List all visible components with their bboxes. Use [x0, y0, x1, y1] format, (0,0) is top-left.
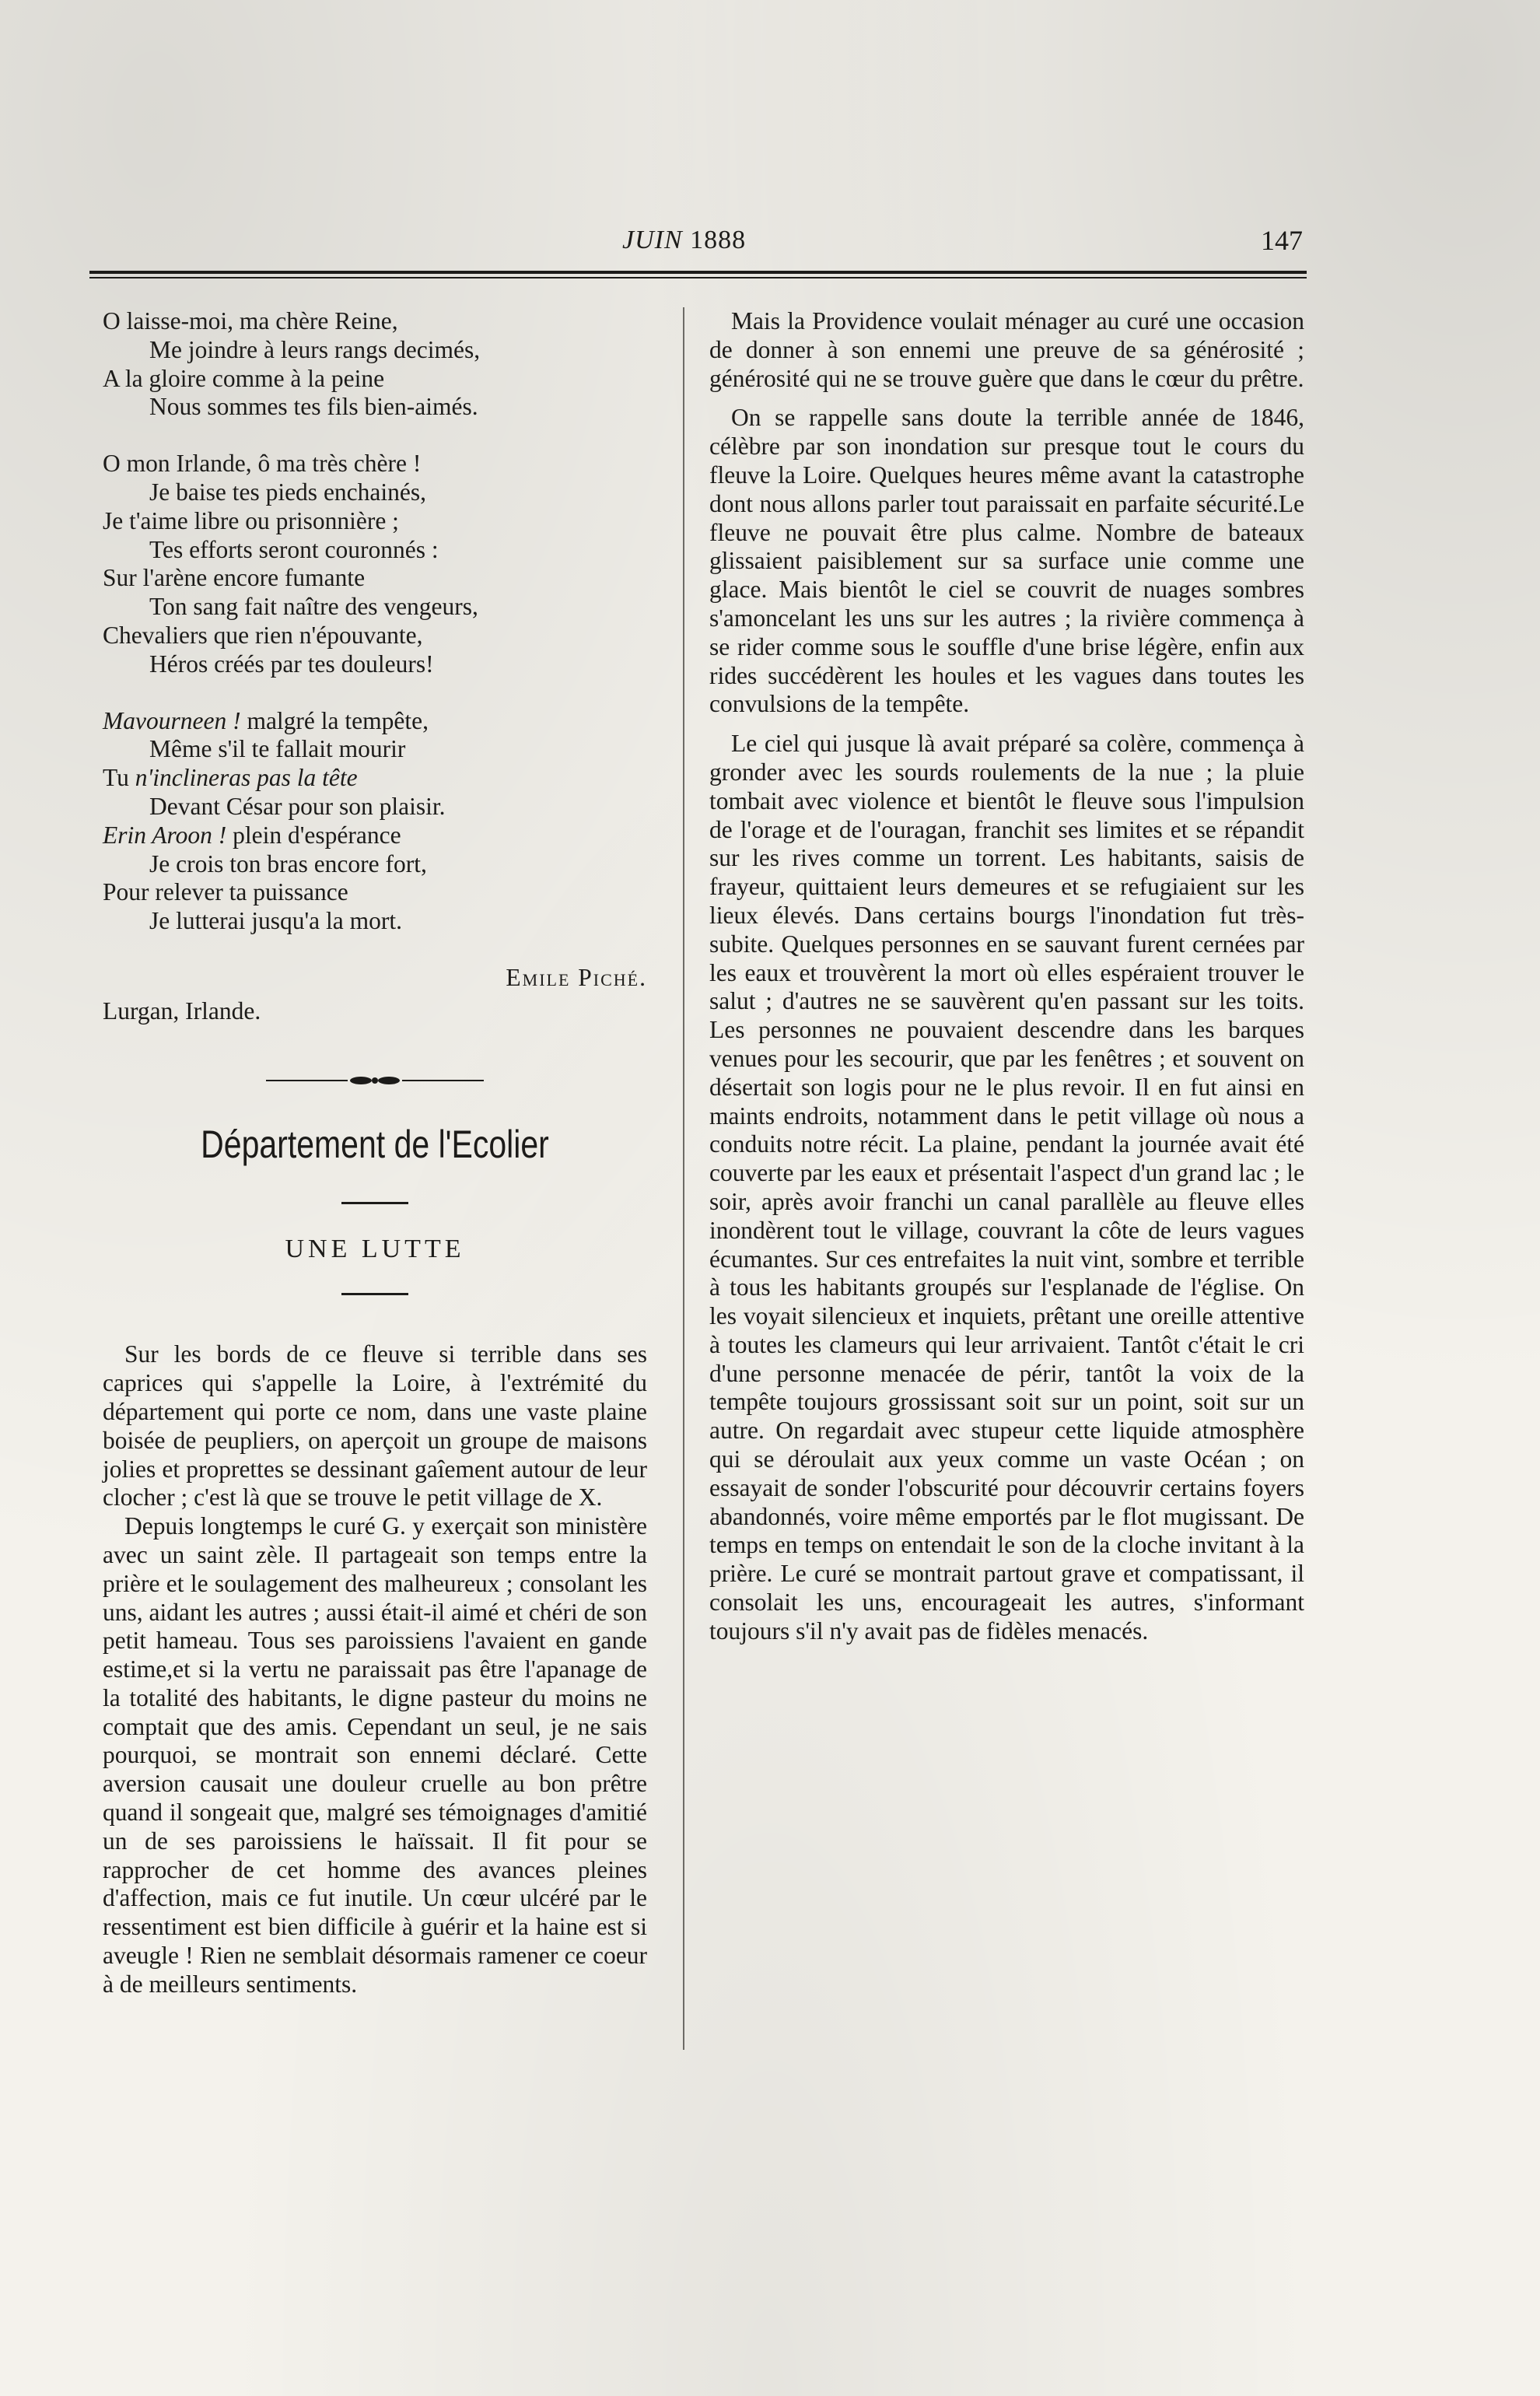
header-rule-thick	[89, 271, 1307, 274]
right-paragraph-3: Le ciel qui jusque là avait préparé sa colère, commença à gronder avec les sourds roulements de la nue ; la pluie tombait avec violence et bientôt le fleuve sous l'impulsion de l'orage et de l'ouragan, franchit ses limites et se répandit sur les rives comme un torrent. Les habitants, saisis de frayeur, quittaient leurs demeures et se refugiaient sur les lieux élevés. Dans certains bourgs l'inondation fut très-subite. Quelques personnes en se sauvant furent cernées par les eaux et trouvèrent la mort où elles espéraient trouver le salut ; d'autres ne se sauvèrent qu'en passant sur les toits. Les personnes ne pouvaient descendre dans les barques venues pour les secourir, que par les fenêtres ; et souvent on désertait son logis pour ne le plus revoir. Il en fut ainsi en maints endroits, notamment dans le petit village où nous a conduits notre récit. La plaine, pendant la journée avait été couverte par les eaux et présentait l'aspect d'un grand lac ; le soir, après avoir franchi un canal parallèle au fleuve elles inondèrent tout le village, couvrant la côte de leurs vagues écumantes. Sur ces entrefaites la nuit vint, sombre et terrible à tous les habitants groupés sur l'esplanade de l'église. On les voyait silencieux et inquiets, prêtant une oreille attentive à toutes les clameurs qui leur arrivaient. Tantôt c'était le cri d'une personne menacée de périr, tantôt la voix de la tempête toujours grossissant soit sur un point, soit sur un autre. On regardait avec stupeur cette liquide atmosphère qui se déroulait aux yeux comme un vaste Océan ; on essayait de sonder l'obscurité pour découvrir certains foyers abandonnés, voire même emportés par le flot mugissant. De temps en temps on entendait le son de la cloche invitant à la prière. Le curé se montrait partout grave et compatissant, il consolait les uns, encourageait les autres, s'informant toujours s'il n'y avait pas de fidèles menacés.	[709, 730, 1304, 1645]
right-paragraph-2: On se rappelle sans doute la terrible année de 1846, célèbre par son inondation sur presque tout le cours du fleuve la Loire. Quelques heures même avant la catastrophe dont nous allons parler tout paraissait en parfaite sécurité.Le fleuve ne pouvait être plus calme. Nombre de bateaux glissaient paisiblement sur sa surface unie comme une glace. Mais bientôt le ciel se couvrit de nuages sombres s'amoncelant les uns sur les autres ; la rivière commença à se rider comme sous le souffle d'une brise légère, enfin aux rides succédèrent les houles et les vagues dans toutes les convulsions de la tempête.	[709, 404, 1304, 718]
poem-line: Nous sommes tes fils bien-aimés.	[149, 393, 478, 421]
header-rule-thin	[89, 277, 1307, 278]
poem-line: Je t'aime libre ou prisonnière ;	[103, 506, 399, 534]
poem-stanza	[103, 450, 647, 678]
poem-line: O laisse-moi, ma chère Reine,	[103, 307, 398, 335]
right-column	[709, 307, 1304, 1657]
header-year: 1888	[690, 226, 747, 254]
poem-line: Sur l'arène encore fumante	[103, 564, 366, 592]
column-divider	[683, 307, 684, 2050]
poem-line: Devant César pour son plaisir.	[149, 792, 446, 820]
header-date	[622, 226, 746, 255]
poem-line: Je lutterai jusqu'a la mort.	[149, 907, 402, 935]
poem-line: Me joindre à leurs rangs decimés,	[149, 335, 481, 363]
poem-line: Je baise tes pieds enchainés,	[149, 478, 427, 506]
section-title: Département de l'Ecolier	[201, 1122, 549, 1166]
poem-line: Je crois ton bras encore fort,	[149, 849, 427, 877]
right-paragraph-1: Mais la Providence voulait ménager au curé une occasion de donner à son ennemi une preuve de sa générosité ; générosité qui ne se trouve guère que dans le cœur du prêtre.	[709, 307, 1304, 392]
poem-line: Chevaliers que rien n'épouvante,	[103, 621, 423, 649]
subtitle-rule	[341, 1293, 408, 1295]
poem-line: Tes efforts seront couronnés :	[149, 535, 439, 563]
poem-stanza	[103, 707, 647, 936]
poem-line: Héros créés par tes douleurs!	[149, 650, 434, 678]
poem-line: Même s'il te fallait mourir	[149, 735, 406, 763]
poem-stanza	[103, 307, 647, 422]
poem-line: Ton sang fait naître des vengeurs,	[149, 593, 478, 621]
left-paragraph-1: Sur les bords de ce fleuve si terrible dans ses caprices qui s'appelle la Loire, à l'extrémité du département qui porte ce nom, dans une vaste plaine boisée de peupliers, on aperçoit un groupe de maisons jolies et proprettes se dessinant gaîement autour de leur clocher ; c'est là que se trouve le petit village de X.	[103, 1340, 647, 1512]
ornament-divider	[266, 1074, 484, 1087]
poem-line: O mon Irlande, ô ma très chère !	[103, 450, 422, 478]
left-paragraph-2: Depuis longtemps le curé G. y exerçait son ministère avec un saint zèle. Il partageait son temps entre la prière et le soulagement des malheureux ; consolant les uns, aidant les autres ; aussi était-il aimé et chéri de son petit hameau. Tous ses paroissiens l'avaient en gande estime,et si la vertu ne paraissait pas être l'apanage de la totalité des habitants, le digne pasteur du moins ne comptait que des amis. Cependant un seul, je ne sais pourquoi, se montrait son ennemi déclaré. Cette aversion causait une douleur cruelle au bon prêtre quand il songeait que, malgré ses témoignages d'amitié un de ses paroissiens le haïssait. Il fit pour se rapprocher de cet homme des avances pleines d'affection, mais ce fut inutile. Un cœur ulcéré par le ressentiment est bien difficile à guérir et la haine est si aveugle ! Rien ne semblait désormais ramener ce coeur à de meilleurs sentiments.	[103, 1512, 647, 1998]
poem-line: Tu n'inclineras pas la tête	[103, 764, 358, 792]
poem-signature: Emile Piché.	[506, 963, 647, 991]
left-column	[103, 307, 647, 1999]
poem-line: Erin Aroon ! plein d'espérance	[103, 821, 401, 849]
poem-line: Mavourneen ! malgré la tempête,	[103, 706, 429, 734]
header-month: JUIN	[622, 226, 683, 254]
poem-place: Lurgan, Irlande.	[103, 997, 261, 1025]
page-number: 147	[1261, 225, 1303, 256]
article-subtitle: UNE LUTTE	[285, 1234, 465, 1263]
poem-line: A la gloire comme à la peine	[103, 364, 385, 392]
poem	[103, 307, 647, 936]
title-rule	[341, 1202, 408, 1204]
page-header	[93, 218, 1303, 264]
poem-line: Pour relever ta puissance	[103, 878, 348, 906]
